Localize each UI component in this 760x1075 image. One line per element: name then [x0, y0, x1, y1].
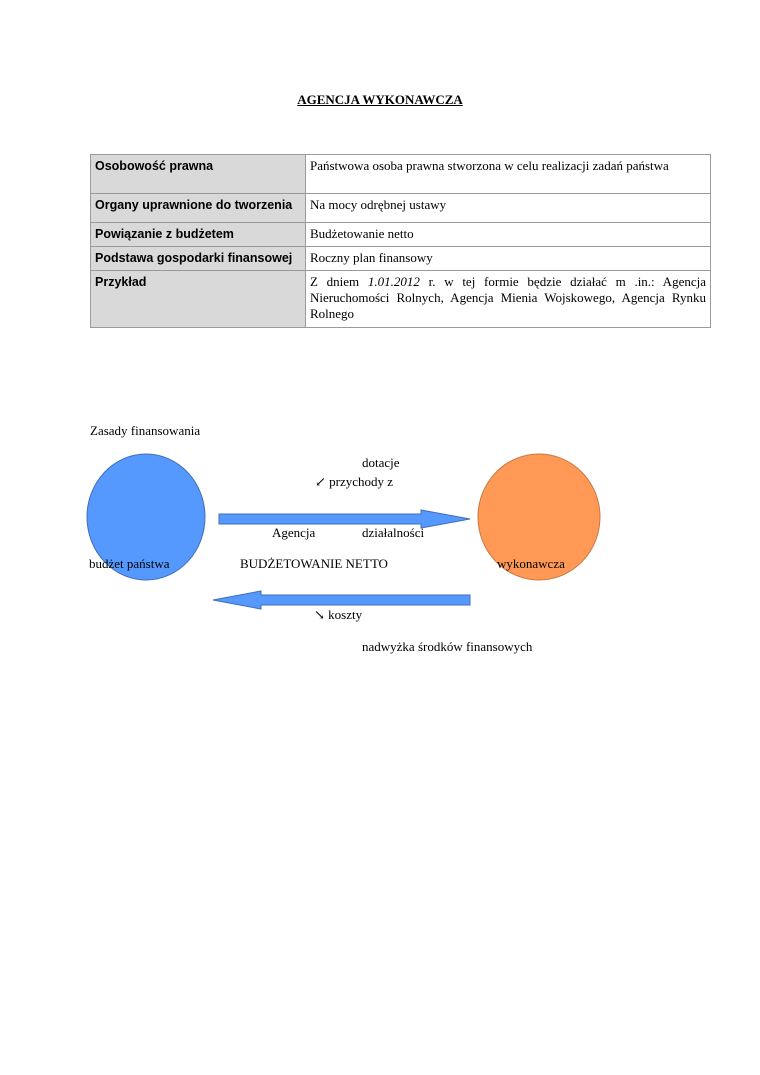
row-value: Roczny plan finansowy — [306, 247, 711, 271]
label-wykonawcza: wykonawcza — [497, 556, 565, 571]
row-value: Na mocy odrębnej ustawy — [306, 194, 711, 223]
label-koszty: ↘ koszty — [314, 607, 363, 622]
row-label: Powiązanie z budżetem — [91, 223, 306, 247]
label-przychody: ↙ przychody z — [315, 474, 394, 489]
row-label: Osobowość prawna — [91, 155, 306, 194]
row-label: Przykład — [91, 271, 306, 328]
row-label: Podstawa gospodarki finansowej — [91, 247, 306, 271]
label-budzetowanie-netto: BUDŻETOWANIE NETTO — [240, 556, 388, 571]
diagram-heading: Zasady finansowania — [90, 423, 201, 438]
label-dotacje: dotacje — [362, 455, 400, 470]
label-nadwyzka: nadwyżka środków finansowych — [362, 639, 533, 654]
document-title: AGENCJA WYKONAWCZA — [297, 92, 463, 107]
label-agencja: Agencja — [272, 525, 316, 540]
value-text-before: Z dniem — [310, 274, 368, 289]
arrow-right-icon — [219, 510, 470, 528]
label-dzialalnosci: działalności — [362, 525, 425, 540]
label-budzet-panstwa: budżet państwa — [89, 556, 170, 571]
value-text-after: r. w tej formie będzie działać m .in.: Agencja Nieruchomości Rolnych, Agencja Mienia Wojskowego, Agencja Rynku Rolnego — [310, 274, 706, 321]
row-value: Budżetowanie netto — [306, 223, 711, 247]
row-label: Organy uprawnione do tworzenia — [91, 194, 306, 223]
row-value: Państwowa osoba prawna stworzona w celu realizacji zadań państwa — [306, 155, 711, 194]
value-date: 1.01.2012 — [367, 274, 420, 289]
